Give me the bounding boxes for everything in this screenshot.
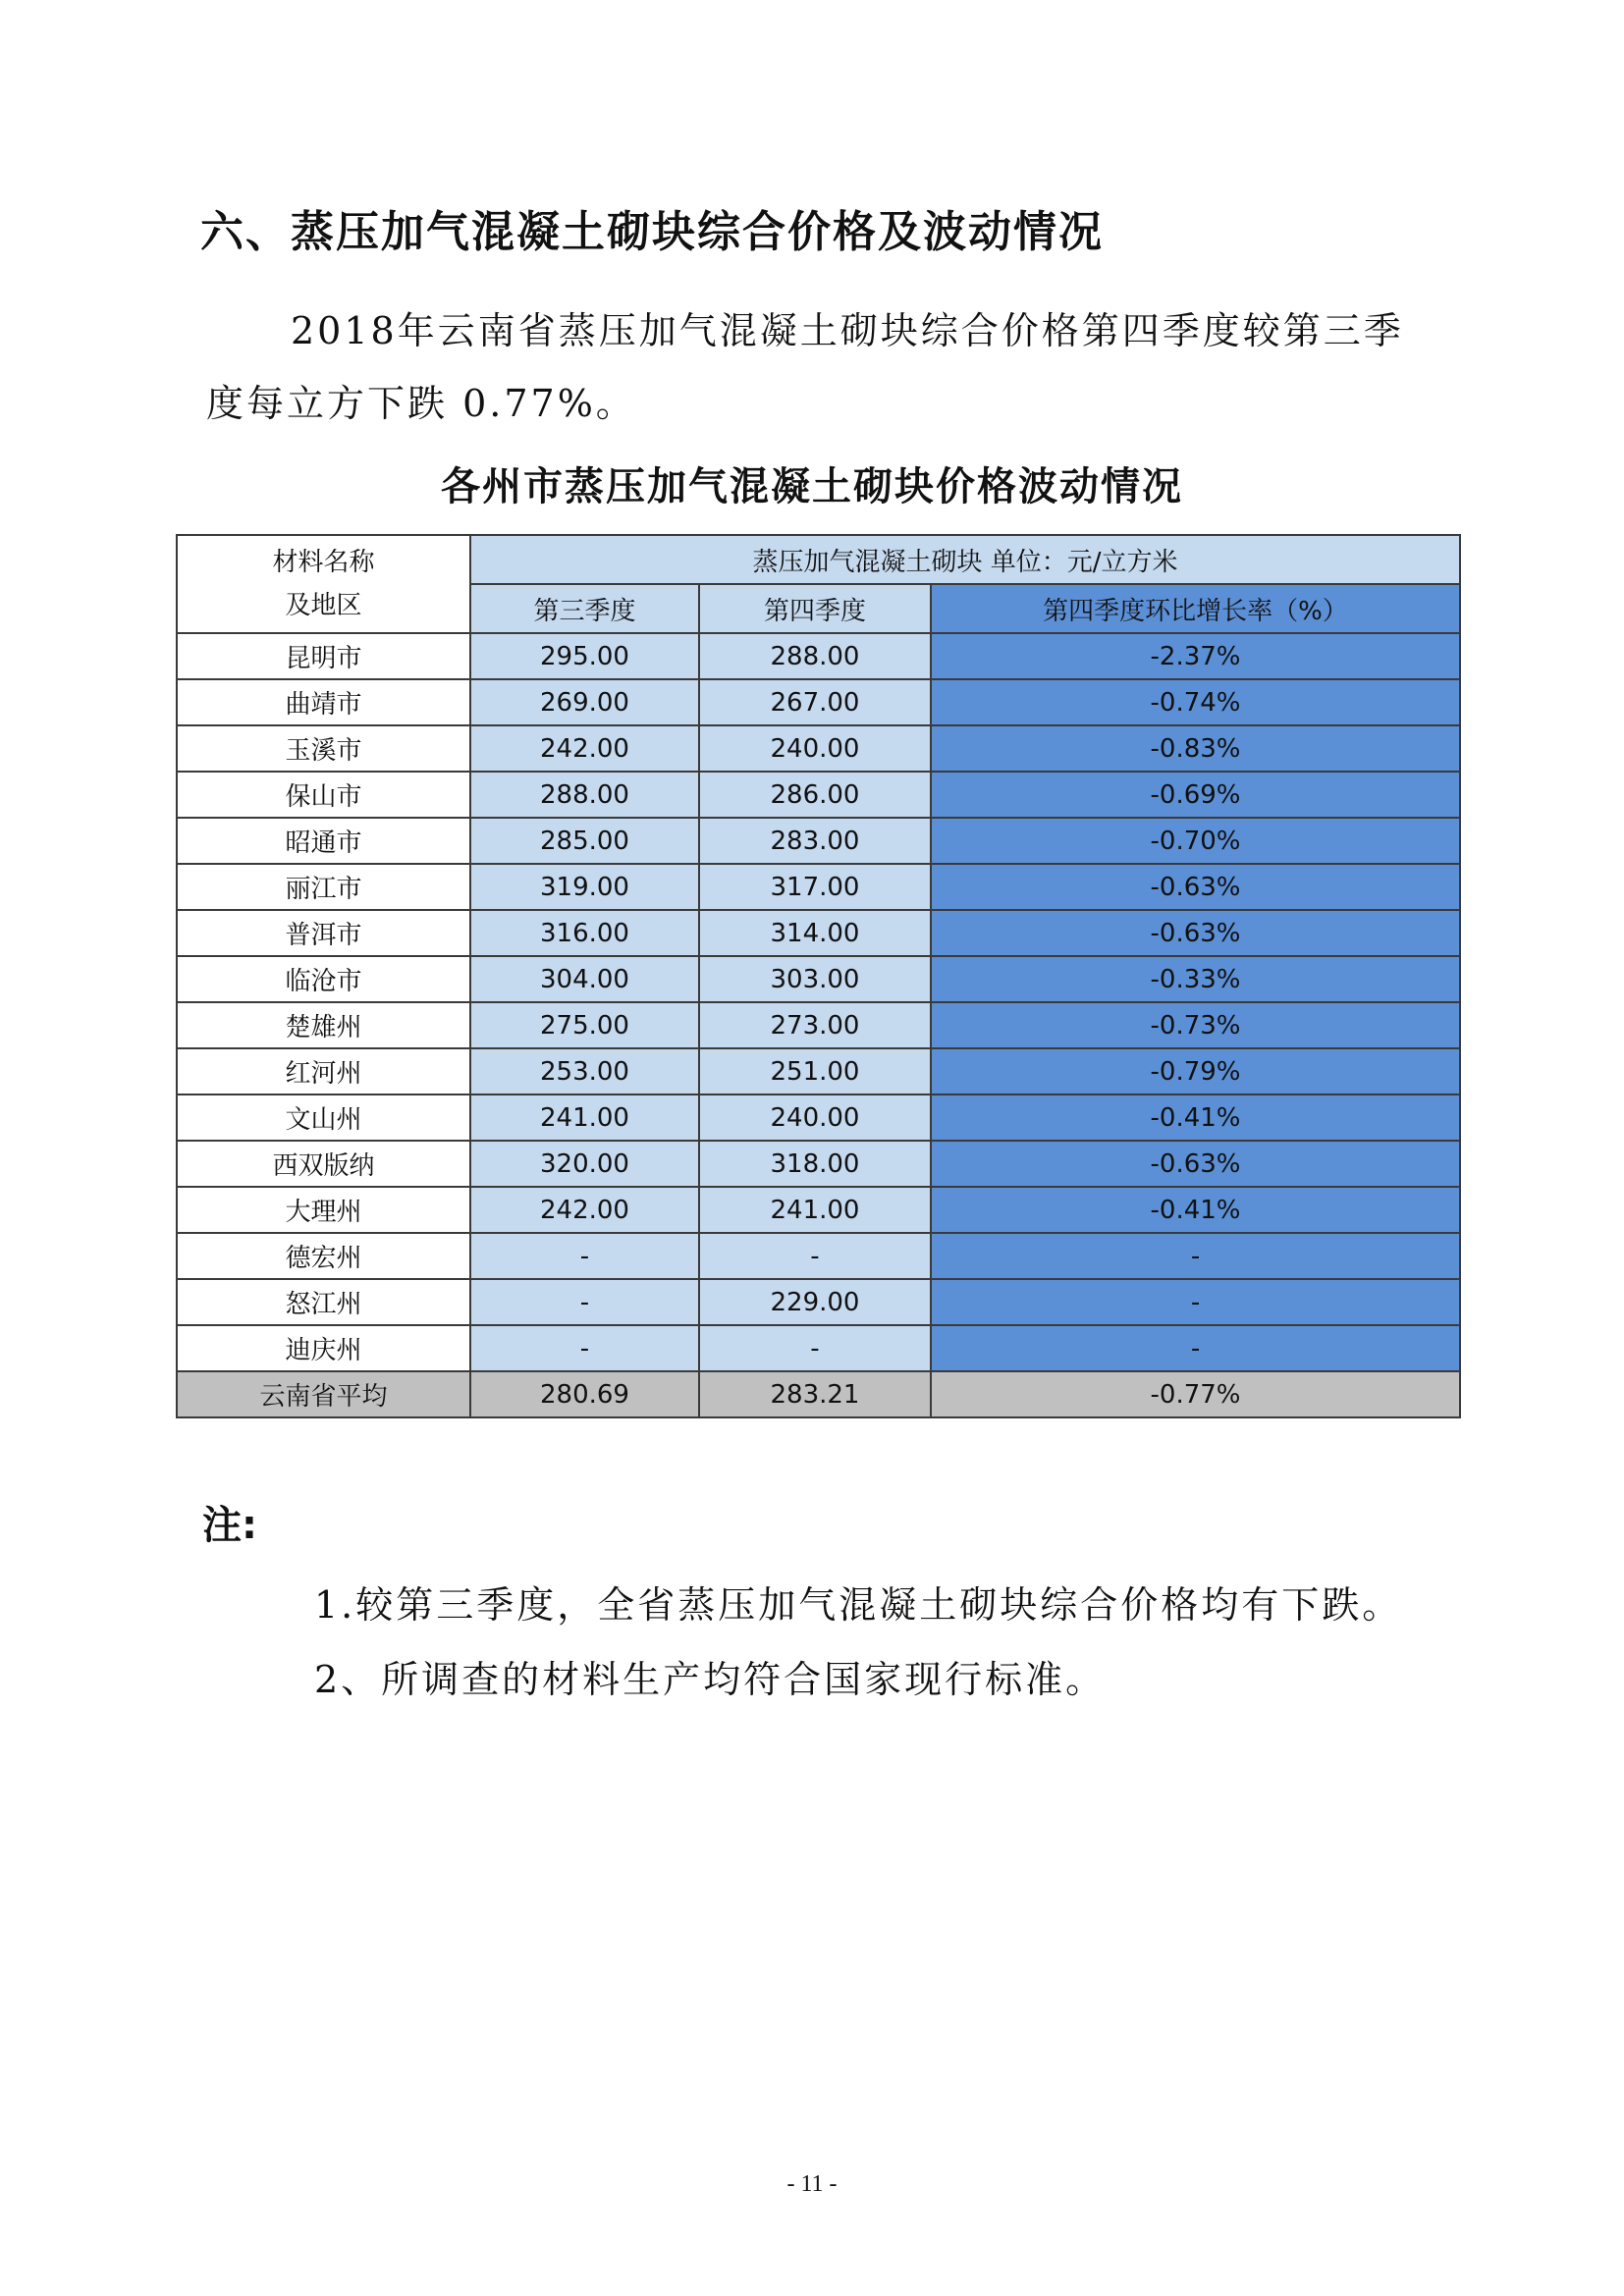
region-cell: 大理州 [177, 1187, 470, 1233]
table-row [177, 1233, 1460, 1279]
rate-cell: - [931, 1233, 1460, 1279]
region-cell: 昭通市 [177, 818, 470, 864]
table-body [177, 633, 1460, 1417]
q3-cell: 241.00 [470, 1095, 699, 1141]
q4-cell: 317.00 [699, 864, 931, 910]
table-row [177, 910, 1460, 956]
table-row [177, 818, 1460, 864]
q4-cell: 303.00 [699, 956, 931, 1002]
region-cell: 昆明市 [177, 633, 470, 679]
table-row [177, 1002, 1460, 1048]
header-region-line2: 及地区 [285, 591, 362, 620]
header-region [177, 535, 470, 633]
average-row [177, 1371, 1460, 1417]
rate-cell: -0.70% [931, 818, 1460, 864]
q4-cell: 267.00 [699, 679, 931, 725]
q4-cell: 283.00 [699, 818, 931, 864]
region-cell: 文山州 [177, 1095, 470, 1141]
table-row [177, 1095, 1460, 1141]
rate-cell: -0.33% [931, 956, 1460, 1002]
q4-cell: 314.00 [699, 910, 931, 956]
table-row [177, 1325, 1460, 1371]
rate-cell: -0.63% [931, 1141, 1460, 1187]
rate-cell: -0.63% [931, 910, 1460, 956]
page-number: - 11 - [786, 2171, 838, 2197]
table-row [177, 1279, 1460, 1325]
region-cell: 临沧市 [177, 956, 470, 1002]
q3-cell: 304.00 [470, 956, 699, 1002]
table-row [177, 864, 1460, 910]
q3-cell: 316.00 [470, 910, 699, 956]
q3-cell: 275.00 [470, 1002, 699, 1048]
region-cell: 红河州 [177, 1048, 470, 1095]
q4-cell: 240.00 [699, 1095, 931, 1141]
q3-cell: 253.00 [470, 1048, 699, 1095]
rate-cell: -0.69% [931, 772, 1460, 818]
average-rate-cell: -0.77% [931, 1371, 1460, 1417]
q4-cell: 288.00 [699, 633, 931, 679]
rate-cell: -0.73% [931, 1002, 1460, 1048]
section-heading: 六、蒸压加气混凝土砌块综合价格及波动情况 [200, 207, 1104, 257]
rate-cell: -0.79% [931, 1048, 1460, 1095]
q3-cell: - [470, 1233, 699, 1279]
region-cell: 丽江市 [177, 864, 470, 910]
rate-cell: -0.41% [931, 1095, 1460, 1141]
q4-cell: 251.00 [699, 1048, 931, 1095]
q4-cell: - [699, 1233, 931, 1279]
table-row [177, 1141, 1460, 1187]
average-q3-cell: 280.69 [470, 1371, 699, 1417]
q3-cell: - [470, 1279, 699, 1325]
q3-cell: 320.00 [470, 1141, 699, 1187]
q4-cell: 286.00 [699, 772, 931, 818]
table-title: 各州市蒸压加气混凝土砌块价格波动情况 [441, 464, 1183, 509]
rate-cell: -0.74% [931, 679, 1460, 725]
rate-cell: - [931, 1279, 1460, 1325]
table-row [177, 725, 1460, 772]
table-row [177, 772, 1460, 818]
price-table [176, 534, 1461, 1418]
q3-cell: 288.00 [470, 772, 699, 818]
q4-cell: 240.00 [699, 725, 931, 772]
header-region-line1: 材料名称 [272, 548, 375, 577]
region-cell: 保山市 [177, 772, 470, 818]
region-cell: 玉溪市 [177, 725, 470, 772]
q4-cell: 273.00 [699, 1002, 931, 1048]
table-row [177, 956, 1460, 1002]
table-row [177, 679, 1460, 725]
q4-cell: 229.00 [699, 1279, 931, 1325]
header-rate: 第四季度环比增长率（%） [931, 584, 1460, 633]
header-group: 蒸压加气混凝土砌块 单位：元/立方米 [470, 535, 1460, 584]
table-row [177, 633, 1460, 679]
average-region-cell: 云南省平均 [177, 1371, 470, 1417]
region-cell: 普洱市 [177, 910, 470, 956]
note-item-2: 2、所调查的材料生产均符合国家现行标准。 [314, 1658, 1107, 1701]
rate-cell: - [931, 1325, 1460, 1371]
q3-cell: 319.00 [470, 864, 699, 910]
q3-cell: 242.00 [470, 725, 699, 772]
region-cell: 德宏州 [177, 1233, 470, 1279]
q3-cell: 269.00 [470, 679, 699, 725]
header-q4: 第四季度 [699, 584, 931, 633]
intro-paragraph: 2018年云南省蒸压加气混凝土砌块综合价格第四季度较第三季度每立方下跌 0.77%。 [206, 309, 1404, 425]
rate-cell: -0.83% [931, 725, 1460, 772]
rate-cell: -2.37% [931, 633, 1460, 679]
note-item-1: 1.较第三季度，全省蒸压加气混凝土砌块综合价格均有下跌。 [314, 1583, 1403, 1627]
header-q3: 第三季度 [470, 584, 699, 633]
table-row [177, 1187, 1460, 1233]
region-cell: 怒江州 [177, 1279, 470, 1325]
rate-cell: -0.41% [931, 1187, 1460, 1233]
q4-cell: 241.00 [699, 1187, 931, 1233]
q4-cell: 318.00 [699, 1141, 931, 1187]
region-cell: 西双版纳 [177, 1141, 470, 1187]
rate-cell: -0.63% [931, 864, 1460, 910]
region-cell: 楚雄州 [177, 1002, 470, 1048]
q4-cell: - [699, 1325, 931, 1371]
average-q4-cell: 283.21 [699, 1371, 931, 1417]
q3-cell: 295.00 [470, 633, 699, 679]
q3-cell: 242.00 [470, 1187, 699, 1233]
q3-cell: 285.00 [470, 818, 699, 864]
table-row [177, 1048, 1460, 1095]
region-cell: 曲靖市 [177, 679, 470, 725]
q3-cell: - [470, 1325, 699, 1371]
region-cell: 迪庆州 [177, 1325, 470, 1371]
notes-heading: 注: [202, 1503, 257, 1548]
